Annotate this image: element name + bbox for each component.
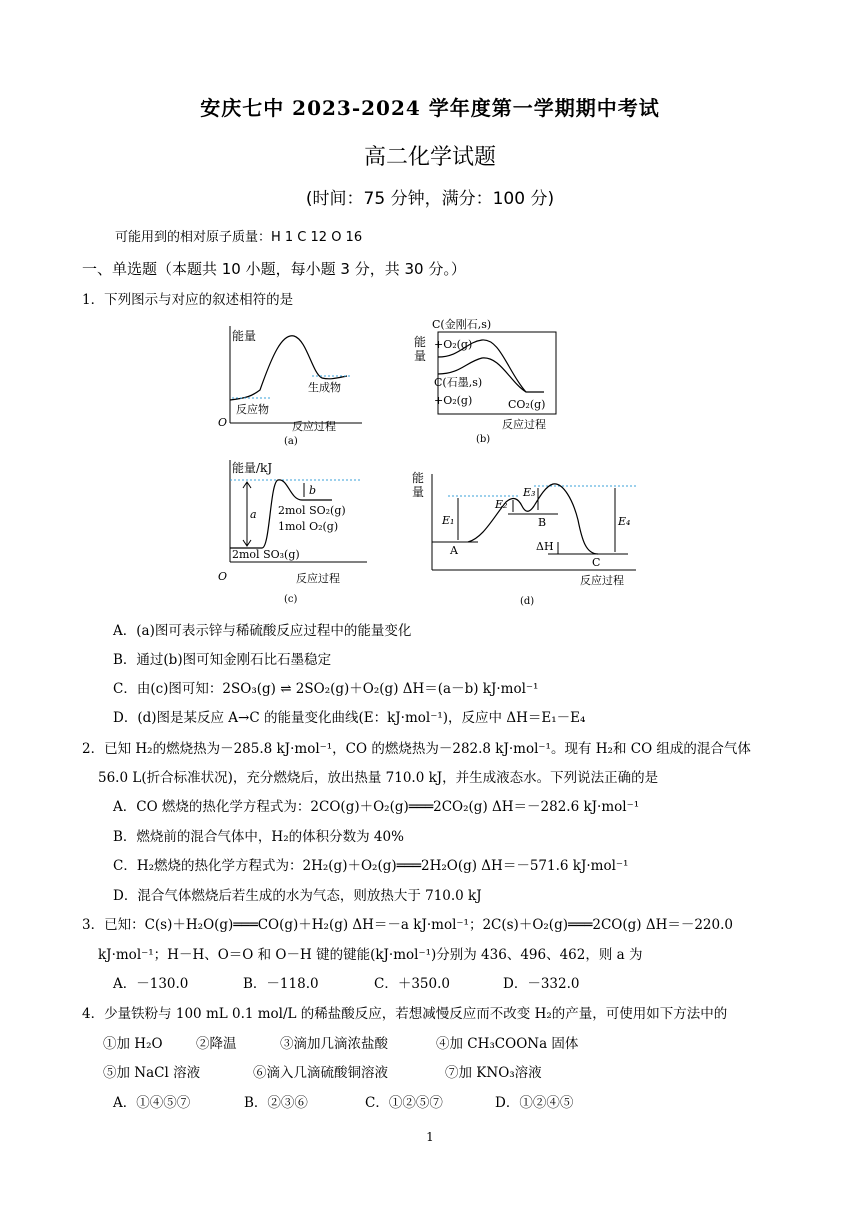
q1-option-c: C．由(c)图可知：2SO₃(g) ⇌ 2SO₂(g)＋O₂(g) ΔH＝(a－b) kJ·mol⁻¹ (113, 681, 539, 697)
figure-b (408, 312, 568, 451)
fig-b-upper-2: +O₂(g) (434, 338, 473, 351)
fig-c-b: b (309, 484, 317, 497)
fig-b-xlabel: 反应过程 (502, 418, 546, 431)
exam-time-info: (时间：75 分钟，满分：100 分) (305, 189, 555, 209)
fig-d-ylabel-2: 量 (412, 485, 425, 499)
q2-stem-1: 2．已知 H₂的燃烧热为－285.8 kJ·mol⁻¹，CO 的燃烧热为－282.8 kJ·mol⁻¹。现有 H₂和 CO 组成的混合气体 (82, 741, 751, 757)
q1-option-a: A．(a)图可表示锌与稀硫酸反应过程中的能量变化 (113, 623, 412, 639)
q1-option-d: D．(d)图是某反应 A→C 的能量变化曲线(E：kJ·mol⁻¹)，反应中 ΔH＝E₁－E₄ (113, 710, 586, 726)
q4-method: ④加 CH₃COONa 固体 (436, 1036, 579, 1052)
figure-d (408, 470, 648, 614)
q4-stem: 4．少量铁粉与 100 mL 0.1 mol/L 的稀盐酸反应，若想减慢反应而不改变 H₂的产量，可使用如下方法中的 (82, 1006, 728, 1022)
q4-method: ②降温 (196, 1036, 237, 1052)
fig-a-reactant: 反应物 (236, 403, 269, 416)
q4-method: ⑤加 NaCl 溶液 (103, 1065, 201, 1081)
figure-c (212, 452, 382, 616)
page-number: 1 (426, 1130, 434, 1144)
fig-d-xlabel: 反应过程 (580, 574, 624, 587)
q3-stem-2: kJ·mol⁻¹；H－H、O＝O 和 O－H 键的键能(kJ·mol⁻¹)分别为 436、496、462，则 a 为 (98, 947, 643, 963)
fig-c-reactant: 2mol SO₃(g) (232, 548, 300, 561)
q4-method: ⑥滴入几滴硫酸铜溶液 (253, 1065, 388, 1081)
fig-d-e1: E₁ (442, 514, 455, 527)
q4-option-c: C．①②⑤⑦ (365, 1095, 443, 1111)
fig-d-a: A (450, 544, 458, 557)
fig-a-origin: O (218, 416, 228, 429)
q2-option-d: D．混合气体燃烧后若生成的水为气态，则放热大于 710.0 kJ (113, 888, 482, 904)
fig-c-prod-1: 2mol SO₂(g) (278, 504, 346, 517)
q4-method: ①加 H₂O (103, 1036, 163, 1052)
fig-a-ylabel: 能量 (232, 329, 257, 343)
fig-d-e3: E₃ (523, 486, 536, 499)
fig-c-ylabel: 能量/kJ (232, 461, 273, 475)
q3-option-c: C．＋350.0 (374, 976, 450, 992)
fig-a-product: 生成物 (308, 381, 341, 394)
fig-d-caption: (d) (520, 596, 535, 607)
q3-option-d: D．－332.0 (503, 976, 580, 992)
fig-d-e2: E₂ (495, 498, 508, 511)
fig-b-product: CO₂(g) (508, 398, 546, 411)
q3-option-a: A．－130.0 (113, 976, 189, 992)
exam-title: 安庆七中 2023-2024 学年度第一学期期中考试 (200, 96, 660, 120)
q4-method: ③滴加几滴浓盐酸 (280, 1036, 388, 1052)
fig-d-c: C (592, 556, 601, 569)
fig-d-dh: ΔH (536, 540, 554, 553)
fig-b-lower-2: +O₂(g) (434, 394, 473, 407)
fig-c-origin: O (218, 570, 228, 583)
fig-b-ylabel-2: 量 (414, 349, 427, 363)
fig-c-prod-2: 1mol O₂(g) (278, 520, 339, 533)
q2-stem-2: 56.0 L(折合标准状况)，充分燃烧后，放出热量 710.0 kJ，并生成液态水。下列说法正确的是 (98, 770, 659, 786)
q2-option-c: C．H₂燃烧的热化学方程式为：2H₂(g)＋O₂(g)═══2H₂O(g) ΔH＝－571.6 kJ·mol⁻¹ (113, 858, 629, 874)
figure-a (212, 318, 372, 452)
q4-option-d: D．①②④⑤ (495, 1095, 574, 1111)
fig-b-caption: (b) (476, 434, 491, 445)
q4-option-a: A．①④⑤⑦ (113, 1095, 191, 1111)
fig-a-caption: (a) (284, 436, 298, 447)
fig-d-e4: E₄ (618, 515, 631, 528)
fig-c-caption: (c) (284, 594, 298, 605)
exam-subtitle: 高二化学试题 (363, 145, 496, 170)
q4-method: ⑦加 KNO₃溶液 (445, 1065, 542, 1081)
fig-b-lower-1: C(石墨,s) (434, 376, 483, 389)
q4-option-b: B．②③⑥ (244, 1095, 308, 1111)
fig-b-ylabel-1: 能 (414, 335, 427, 349)
atomic-masses: 可能用到的相对原子质量：H 1 C 12 O 16 (115, 230, 363, 245)
fig-d-ylabel-1: 能 (412, 471, 425, 485)
q2-option-a: A．CO 燃烧的热化学方程式为：2CO(g)＋O₂(g)═══2CO₂(g) ΔH＝－282.6 kJ·mol⁻¹ (113, 799, 640, 815)
fig-d-b: B (538, 516, 547, 529)
section-heading: 一、单选题（本题共 10 小题，每小题 3 分，共 30 分。） (82, 260, 466, 278)
fig-b-upper-1: C(金刚石,s) (432, 318, 492, 331)
fig-a-xlabel: 反应过程 (292, 420, 336, 433)
fig-c-xlabel: 反应过程 (296, 572, 340, 585)
q2-option-b: B．燃烧前的混合气体中，H₂的体积分数为 40% (113, 829, 404, 845)
fig-c-a: a (250, 508, 257, 521)
q3-option-b: B．－118.0 (243, 976, 319, 992)
q1-stem: 1．下列图示与对应的叙述相符的是 (82, 292, 294, 308)
q3-stem-1: 3．已知：C(s)＋H₂O(g)═══CO(g)＋H₂(g) ΔH＝－a kJ·mol⁻¹；2C(s)＋O₂(g)═══2CO(g) ΔH＝－220.0 (82, 917, 733, 933)
q1-option-b: B．通过(b)图可知金刚石比石墨稳定 (113, 652, 332, 668)
